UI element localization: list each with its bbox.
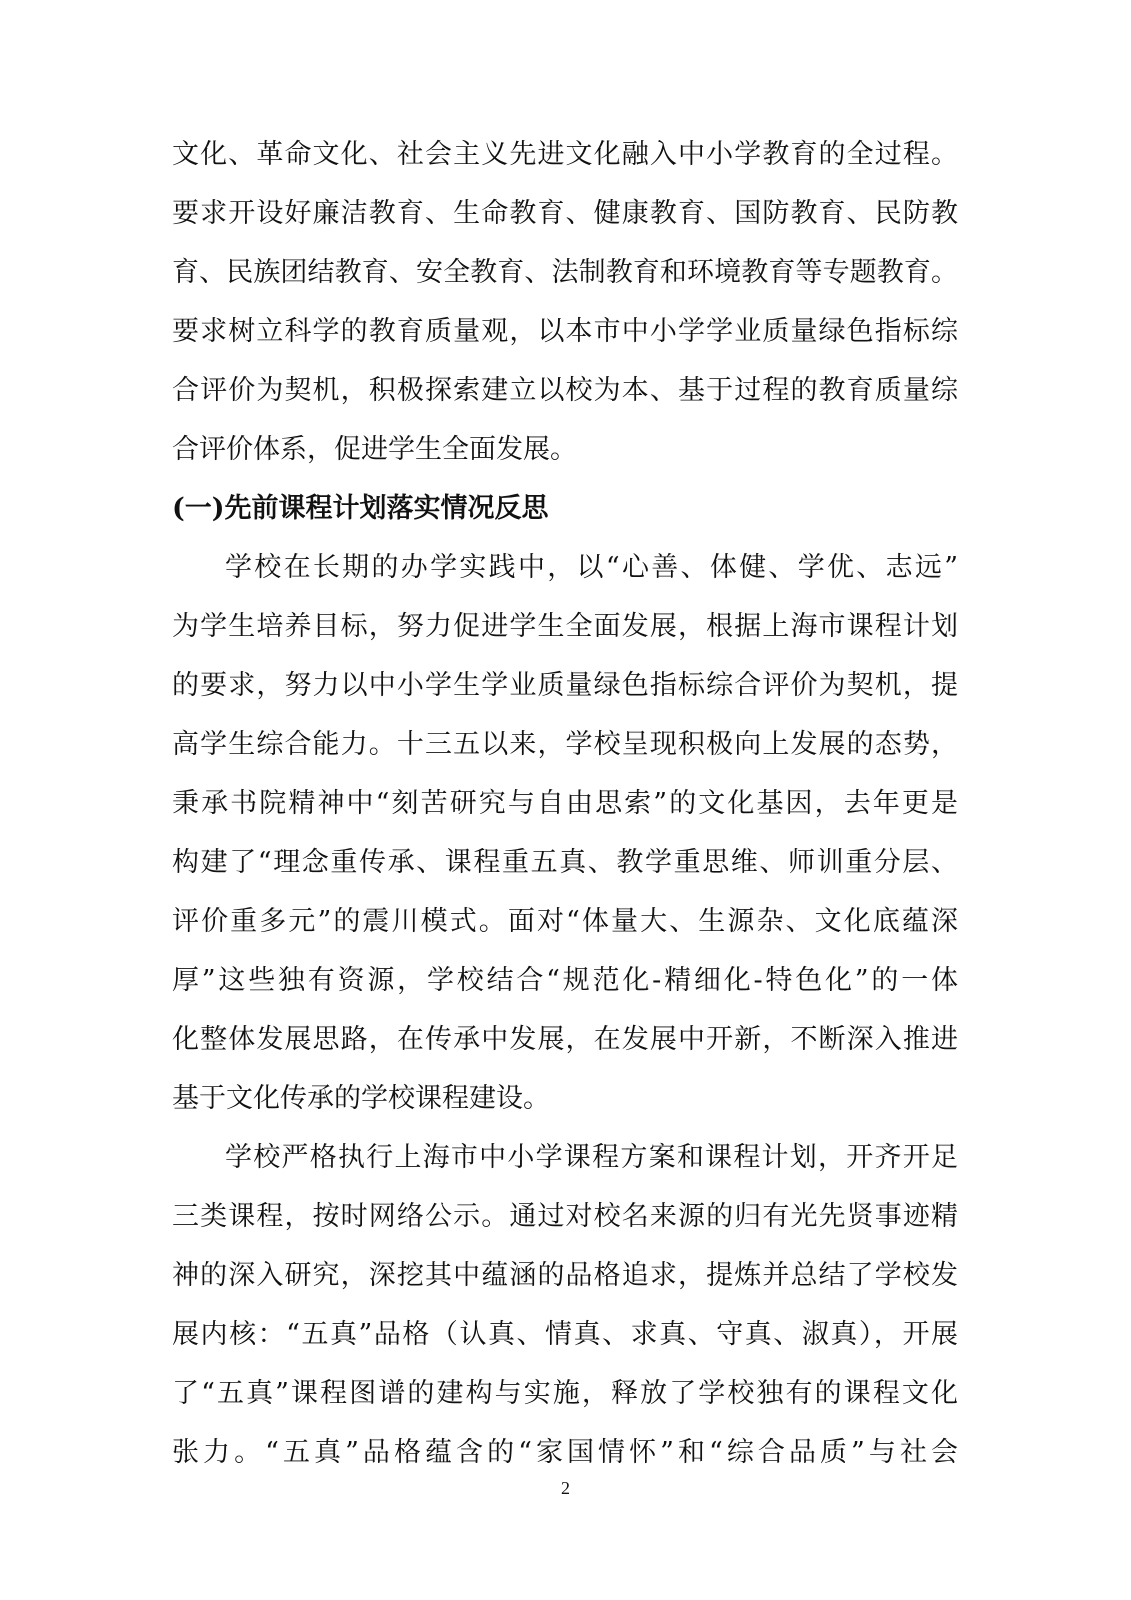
- paragraph-line: 育、民族团结教育、安全教育、法制教育和环境教育等专题教育。: [172, 257, 958, 288]
- paragraph-line: 化整体发展思路，在传承中发展，在发展中开新，不断深入推进: [172, 1024, 958, 1055]
- paragraph-line: 学校严格执行上海市中小学课程方案和课程计划，开齐开足: [225, 1142, 958, 1173]
- paragraph-line: 了“五真”课程图谱的建构与实施，释放了学校独有的课程文化: [172, 1378, 958, 1409]
- paragraph-line: 展内核：“五真”品格（认真、情真、求真、守真、淑真），开展: [172, 1319, 958, 1350]
- paragraph-line: 学校在长期的办学实践中，以“心善、体健、学优、志远”: [225, 552, 958, 583]
- paragraph-line: 合评价体系，促进学生全面发展。: [172, 434, 577, 465]
- paragraph-line: 为学生培养目标，努力促进学生全面发展，根据上海市课程计划: [172, 611, 958, 642]
- paragraph-line: 厚”这些独有资源，学校结合“规范化-精细化-特色化”的一体: [172, 965, 958, 996]
- paragraph-line: 的要求，努力以中小学生学业质量绿色指标综合评价为契机，提: [172, 670, 958, 701]
- paragraph-line: 基于文化传承的学校课程建设。: [172, 1083, 550, 1114]
- page-number: 2: [561, 1478, 570, 1498]
- paragraph-line: 三类课程，按时网络公示。通过对校名来源的归有光先贤事迹精: [172, 1201, 958, 1232]
- paragraph-line: 秉承书院精神中“刻苦研究与自由思索”的文化基因，去年更是: [172, 788, 958, 819]
- paragraph-line: 张力。“五真”品格蕴含的“家国情怀”和“综合品质”与社会: [172, 1437, 958, 1468]
- paragraph-line: 要求开设好廉洁教育、生命教育、健康教育、国防教育、民防教: [172, 198, 958, 229]
- paragraph-line: 合评价为契机，积极探索建立以校为本、基于过程的教育质量综: [172, 375, 958, 406]
- paragraph-line: 要求树立科学的教育质量观，以本市中小学学业质量绿色指标综: [172, 316, 958, 347]
- paragraph-line: 构建了“理念重传承、课程重五真、教学重思维、师训重分层、: [172, 847, 958, 878]
- paragraph-line: 神的深入研究，深挖其中蕴涵的品格追求，提炼并总结了学校发: [172, 1260, 958, 1291]
- paragraph-line: 评价重多元”的震川模式。面对“体量大、生源杂、文化底蕴深: [172, 906, 958, 937]
- section-heading: (一)先前课程计划落实情况反思: [172, 493, 549, 524]
- paragraph-line: 高学生综合能力。十三五以来，学校呈现积极向上发展的态势，: [172, 729, 958, 760]
- paragraph-line: 文化、革命文化、社会主义先进文化融入中小学教育的全过程。: [172, 139, 958, 170]
